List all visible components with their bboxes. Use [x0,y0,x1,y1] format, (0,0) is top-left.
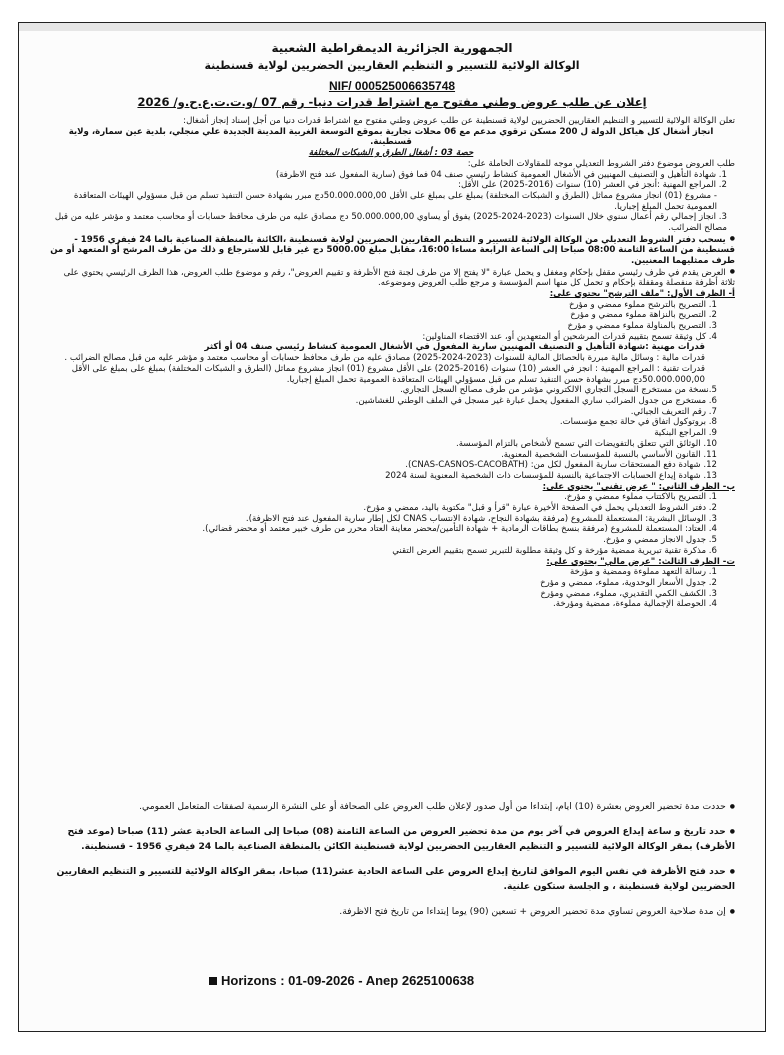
envelope2-item: 5. جدول الانجاز ممضي و مؤرخ. [603,535,717,546]
condition-item: - مشروع (01) انجاز مشروع مماثل (الطرق و الشبكات المختلفة) بمبلغ على بمبلغ على الأقل 50.000.000,00دج مبرر بشهادة حسن التنفيذ تسلم من قبل مسؤولي الهيئات المتعاقدة العمومية تحمل المبلغ إجباريا. [73,190,717,212]
envelope1-item: 7. رقم التعريف الجبائي. [630,406,717,417]
condition-item: 1. شهادة التأهيل و التصنيف المهنيين في الأشغال العمومية كنشاط رئيسي صنف 04 فما فوق (سارية المفعول عند فتح الاظرفة) [275,169,727,180]
announcement-page [18,22,766,1032]
envelope1-item: 9. المراجع البنكية [654,428,717,439]
announcement-body [47,116,735,610]
deadline-paragraph: ● حدد فتح الأظرفة في نفس اليوم الموافق لتاريخ إيداع العروض على الساعة الحادية عشر(11) صباحا، بمقر الوكالة الولائية للتسيير و التنظيم العقاريين الحضريين لولاية قسنطينة ، و الجلسة ستكون علنية. [49,864,735,894]
announcement-title: إعلان عن طلب عروض وطني مفتوح مع اشتراط قدرات دنيا- رقم 07 /و.ت.ت.ع.ح.و/ 2026 [137,95,647,109]
envelope1-item: 1. التصريح بالترشح مملوء ممضي و مؤرخ [568,299,717,310]
envelope1-item: 10. الوثائق التي تتعلق بالتفويضات التي تسمح لأشخاص بالتزام المؤسسة. [455,438,717,449]
condition-item: 3. انجاز إجمالي رقم أعمال سنوي خلال السنوات (2023-2024-2025) يفوق أو يساوي 50.000.000,00 دج مصادق عليه من طرف محافظ حسابات أو محاسب معتمد و مؤشر عليه من قبل مصالح الضرائب. [54,212,727,234]
square-bullet-icon [209,977,217,985]
envelope3-item: 3. الكشف الكمي التقديري، مملوء، ممضي ومؤرخ [540,588,717,599]
envelope1-item: 5.نسخة من مستخرج السجل التجاري الالكتروني مؤشر من طرف مصالح السجل التجاري. [400,385,717,396]
condition-item: 2. المراجع المهنية :أنجز في العشر (10) سنوات (2016-2025) على الأقل: [458,180,727,191]
envelope3-item: 4. الحوصلة الإجمالية مملوءة، ممضية ومؤرخة. [553,599,717,610]
envelope2-item: 6. مذكرة تقنية تبريرية ممضية مؤرخة و كل وثيقة مطلوبة للتبرير تسمح بتقييم العرض التقني [392,545,717,556]
envelope2-title: ب- الظرف الثاني: " عرض تقني" يحتوي على: [542,481,735,492]
envelope1-item: قدرات مالية : وسائل مالية مبررة بالحصائل المالية للسنوات (2023-2024-2025) مصادق عليه من طرف محافظ حسابات أو محاسب معتمد و مؤشر عليه من قبل مصالح الضرائب . [64,353,705,364]
envelope1-item: قدرات تقنية : المراجع المهنية : انجز في العشر (10) سنوات (2016-2025) على الأقل مشروع (01) انجاز مشروع مماثل (الطرق و الشبكات المختلفة) بمبلغ على بمبلغ على الأقل 50.000.000,00دج مبرر بشهادة حسن التنفيذ تسلم من قبل مسؤولي الهيئات المتعاقدة العمومية تحمل المبلغ إجباريا. [71,363,705,385]
deadlines-section [49,799,735,929]
envelope2-item: 1. التصريح بالاكتتاب مملوء ممضي و مؤرخ. [564,492,717,503]
footer-text: Horizons : 01-09-2026 - Anep 2625100638 [221,973,475,988]
lot-title: حصة 03 : أشغال الطرق و الشبكات المختلفة [308,148,474,159]
deadline-paragraph: ● حددت مدة تحضير العروض بعشرة (10) ايام، إبتداءا من أول صدور لإعلان طلب العروض على الصحافة أو على النشرة الرسمية لصفقات المتعامل العمومي. [49,799,735,814]
envelope2-item: 2. دفتر الشروط التعديلي يحمل في الصفحة الأخيرة عبارة "قرأ و قبل" مكتوبة باليد، ممضي و مؤرخ. [363,503,717,514]
deadline-paragraph: ● إن مدة صلاحية العروض تساوي مدة تحضير العروض + تسعين (90) يوما إبتداءا من تاريخ فتح الاظرفة. [49,904,735,919]
envelope1-item: 2. التصريح بالنزاهة مملوء ممضي و مؤرخ [570,310,717,321]
envelope1-item: 11. القانون الأساسي بالنسبة للمؤسسات الشخصية المعنوية. [501,449,717,460]
envelope1-item: 12. شهادة دفع المستحقات سارية المفعول لكل من: (CNAS-CASNOS-CACOBATH). [405,460,717,471]
envelope1-item: 13. شهادة إيداع الحسابات الاجتماعية بالنسبة للمؤسسات ذات الشخصية المعنوية لسنة 2024 [385,470,717,481]
project-description: انجاز أشغال كل هياكل الدولة ل 200 مسكن ترقوي مدعم مع 06 محلات تجارية بموقع التوسعة الغربية المدينة الجديدة علي منجلي، بلدية عين سمارة، ولاية قسنطينة. [68,126,714,148]
nif-number: NIF/ 000525006635748 [328,79,456,93]
scan-shadow [19,23,765,31]
envelope1-title: أ- الظرف الأول: "ملف الترشح" يحتوي على: [549,288,735,299]
publication-footer [209,973,474,988]
envelope3-item: 2. جدول الأسعار الوحدوية، مملوء، ممضي و مؤرخ [540,577,717,588]
withdrawal-text: ● يسحب دفتر الشروط التعديلي من الوكالة الولائية للتسيير و التنظيم العقاريين الحضريين لولاية قسنطينة ،الكائنة بالمنطقة الصناعية بالما 24 فيفري 1956 - قسنطينة من الساعة الثامنة 08:00 صباحا إلى الساعة الرابعة مساءا 16:00، مقابل مبلغ 5000.00 دج غير قابل للاسترجاع و ذلك من طرف المرشح أو المتعهد أو من طرف ممثليهما المعنيين. [47,234,735,267]
envelope2-item: 4. العتاد: المستعملة للمشروع (مرفقة بنسخ بطاقات الرمادية + شهادة التأمين/محضر معاينة العتاد محرر من طرف خبير معتمد أو محضر قضائي). [202,524,717,535]
envelope3-item: 1. رسالة التعهد مملوءة وممضية و مؤرخة [569,567,717,578]
envelope1-item: قدرات مهنية :شهادة التأهيل و التصنيف المهنيين سارية المفعول في الأشغال العمومية كنشاط رئيسي صنف 04 أو أكثر [204,342,705,353]
republic-title: الجمهورية الجزائرية الديمقراطية الشعبية [271,41,513,55]
deadline-paragraph: ● حدد تاريخ و ساعة إيداع العروض في آخر يوم من مدة تحضير العروض من الساعة الثامنة (08) صباحا إلى الساعة الحادية عشر (11) صباحا (موعد فتح الأظرف) بمقر الوكالة الولائية للتسيير و التنظيم العقاريين الحضريين لولاية قسنطينة الكائن بالمنطقة الصناعية بالما 24 فيفري 1956 - قسنطينة. [49,824,735,854]
envelope1-item: 4. كل وثيقة تسمح بتقييم قدرات المرشحين أو المتعهدين أو، عند الاقتضاء المناولين: [422,331,717,342]
envelope1-item: 8. بروتوكول اتفاق في حالة تجمع مؤسسات. [559,417,717,428]
envelope3-title: ت- الظرف الثالث: "عرض مالي" يحتوي على: [546,556,735,567]
envelope1-item: 3. التصريح بالمناولة مملوء ممضي و مؤرخ [567,321,717,332]
offer-structure-text: ● العرض يقدم في ظرف رئيسي مقفل بإحكام ومغفل و يحمل عبارة "لا يفتح إلا من طرف لجنة فتح الأظرفة و تقييم العروض"، رقم و موضوع طلب العروض، هذا الظرف الرئيسي يحتوي على ثلاثة أظرفة منفصلة ومقفلة بإحكام و تحمل كل منها اسم المؤسسة و مرجع طلب العروض وموضوعه. [47,267,735,289]
intro-text: تعلن الوكالة الولائية للتسيير و التنظيم العقاريين الحضريين لولاية قسنطينة عن طلب عروض وطني مفتوح مع اشتراط قدرات دنيا من أجل إسناد إنجاز أشغال: [183,116,735,126]
conditions-intro: طلب العروض موضوع دفتر الشروط التعديلي موجه للمقاولات الحاملة على: [467,158,735,169]
envelope1-item: 6. مستخرج من جدول الضرائب ساري المفعول يحمل عبارة غير مسجل في الملف الوطني للغشاشين. [355,396,717,406]
agency-name: الوكالة الولائية للتسيير و التنظيم العقاريين الحضريين لولاية قسنطينة [204,59,580,72]
envelope2-item: 3. الوسائل البشرية: المستعملة للمشروع (مرفقة بشهادة النجاح، شهادة الانتساب CNAS لكل إطار سارية المفعول عند فتح الاظرفة). [245,513,717,524]
